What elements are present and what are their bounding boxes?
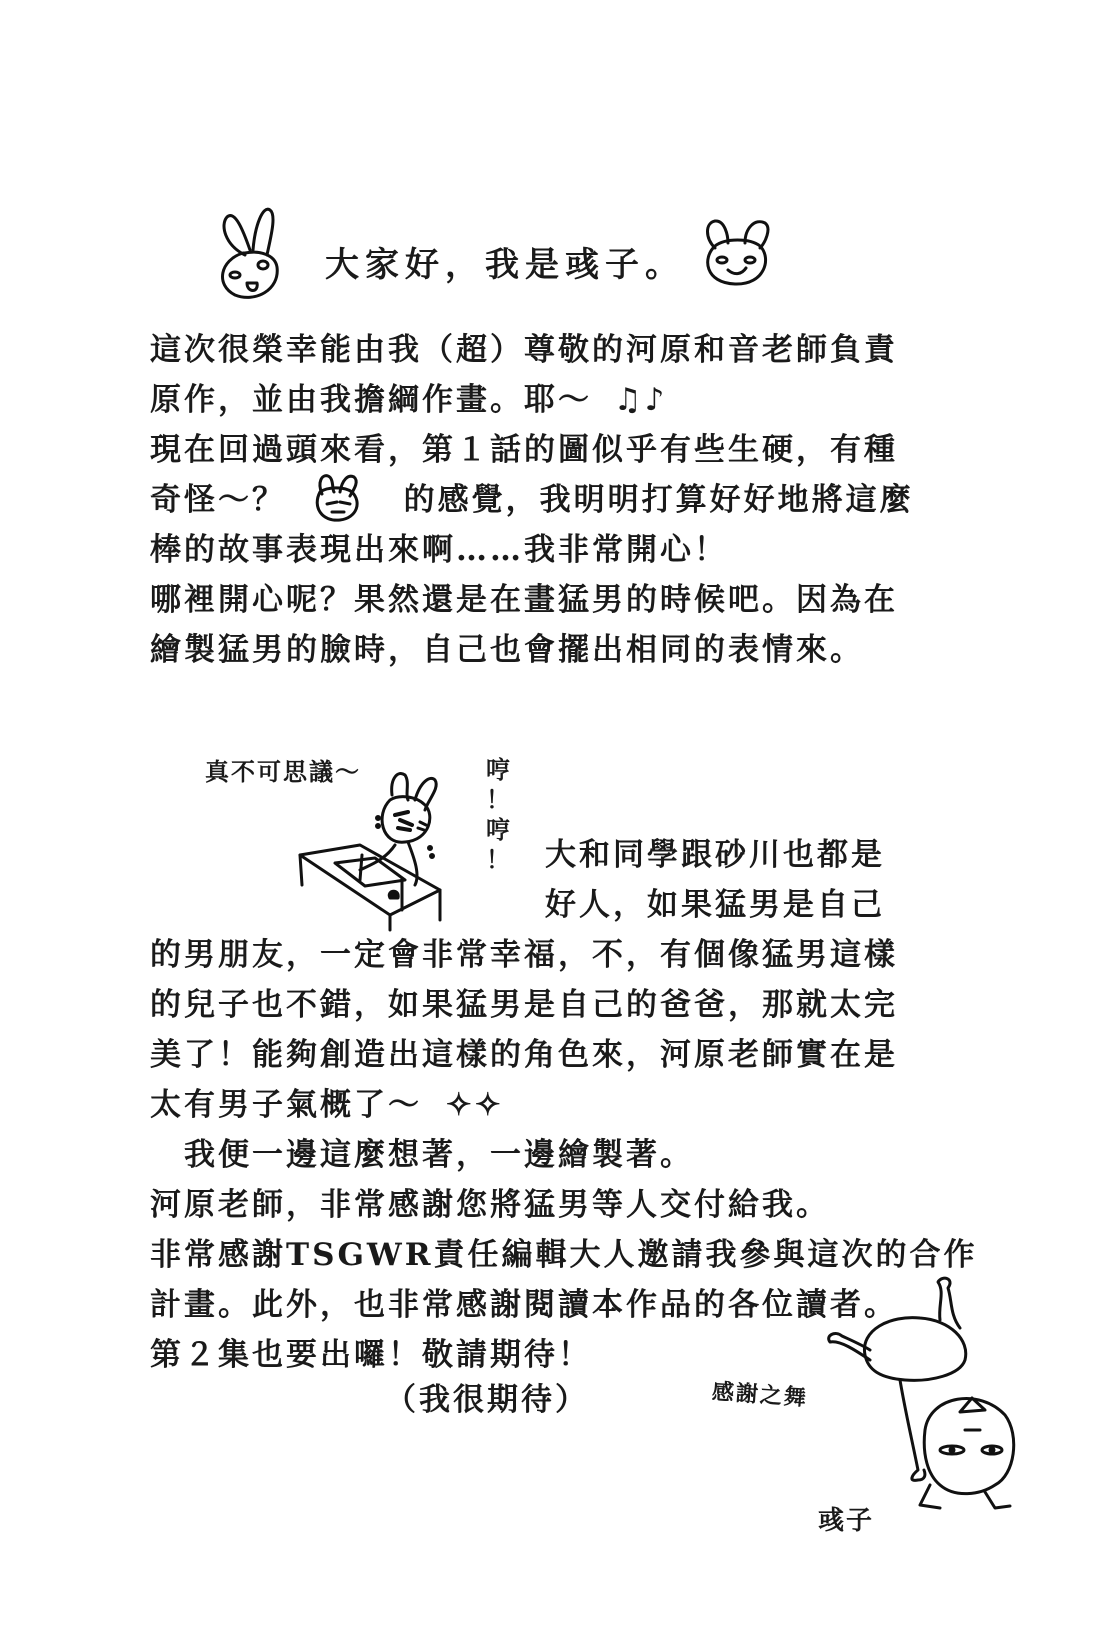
text-line: 哪裡開心呢？果然還是在畫猛男的時候吧。因為在 <box>150 582 898 618</box>
text-span: 太有男子氣概了～ <box>150 1087 422 1123</box>
rabbit-grumpy-icon <box>312 472 362 524</box>
sparkles-icon: ✧✧ <box>445 1087 504 1123</box>
text-line: 我便一邊這麼想著，一邊繪製著。 <box>150 1137 694 1173</box>
text-span: 原作，並由我擔綱作畫。耶～ <box>150 382 592 418</box>
greeting-heading: 大家好，我是彧子。 <box>325 245 685 285</box>
text-line: （我很期待） <box>385 1382 589 1418</box>
text-span: 的感覺，我明明打算好好地將這麼 <box>403 482 914 518</box>
text-line: 第２集也要出囉！敬請期待！ <box>150 1337 592 1373</box>
text-line: 美了！能夠創造出這樣的角色來，河原老師實在是 <box>150 1037 898 1073</box>
sfx-char: 哼 <box>486 815 510 844</box>
text-line <box>150 380 667 420</box>
music-notes-icon: ♫♪ <box>613 382 668 418</box>
illustration-caption: 真不可思議～ <box>205 757 361 786</box>
text-span: 奇怪～？ <box>150 482 286 518</box>
text-line: 現在回過頭來看，第１話的圖似乎有些生硬，有種 <box>150 432 898 468</box>
rabbit-left-icon <box>215 205 290 300</box>
sfx-char: ！ <box>486 845 510 874</box>
thank-you-dance-illustration <box>820 1270 1020 1510</box>
text-line: 河原老師，非常感謝您將猛男等人交付給我。 <box>150 1187 830 1223</box>
sfx-char: ！ <box>486 785 510 814</box>
sfx-char: 哼 <box>486 755 510 784</box>
text-line: 棒的故事表現出來啊……我非常開心！ <box>150 532 728 568</box>
text-line: 非常感謝TSGWR責任編輯大人邀請我參與這次的合作 <box>150 1237 978 1273</box>
text-line: 好人，如果猛男是自己 <box>545 887 885 923</box>
text-line <box>150 1085 504 1125</box>
text-line: 大和同學跟砂川也都是 <box>545 837 885 873</box>
text-line: 的兒子也不錯，如果猛男是自己的爸爸，那就太完 <box>150 987 898 1023</box>
text-line: 計畫。此外，也非常感謝閱讀本作品的各位讀者。 <box>150 1287 898 1323</box>
text-line: 的男朋友，一定會非常幸福，不，有個像猛男這樣 <box>150 937 898 973</box>
text-line: 這次很榮幸能由我（超）尊敬的河原和音老師負責 <box>150 332 898 368</box>
signature: 彧子 <box>818 1506 875 1536</box>
text-line <box>150 480 914 520</box>
text-line: 繪製猛男的臉時，自己也會擺出相同的表情來。 <box>150 632 864 668</box>
dance-caption: 感謝之舞 <box>711 1378 809 1412</box>
rabbit-drawing-at-desk-illustration <box>290 770 490 930</box>
rabbit-right-icon <box>700 218 775 288</box>
